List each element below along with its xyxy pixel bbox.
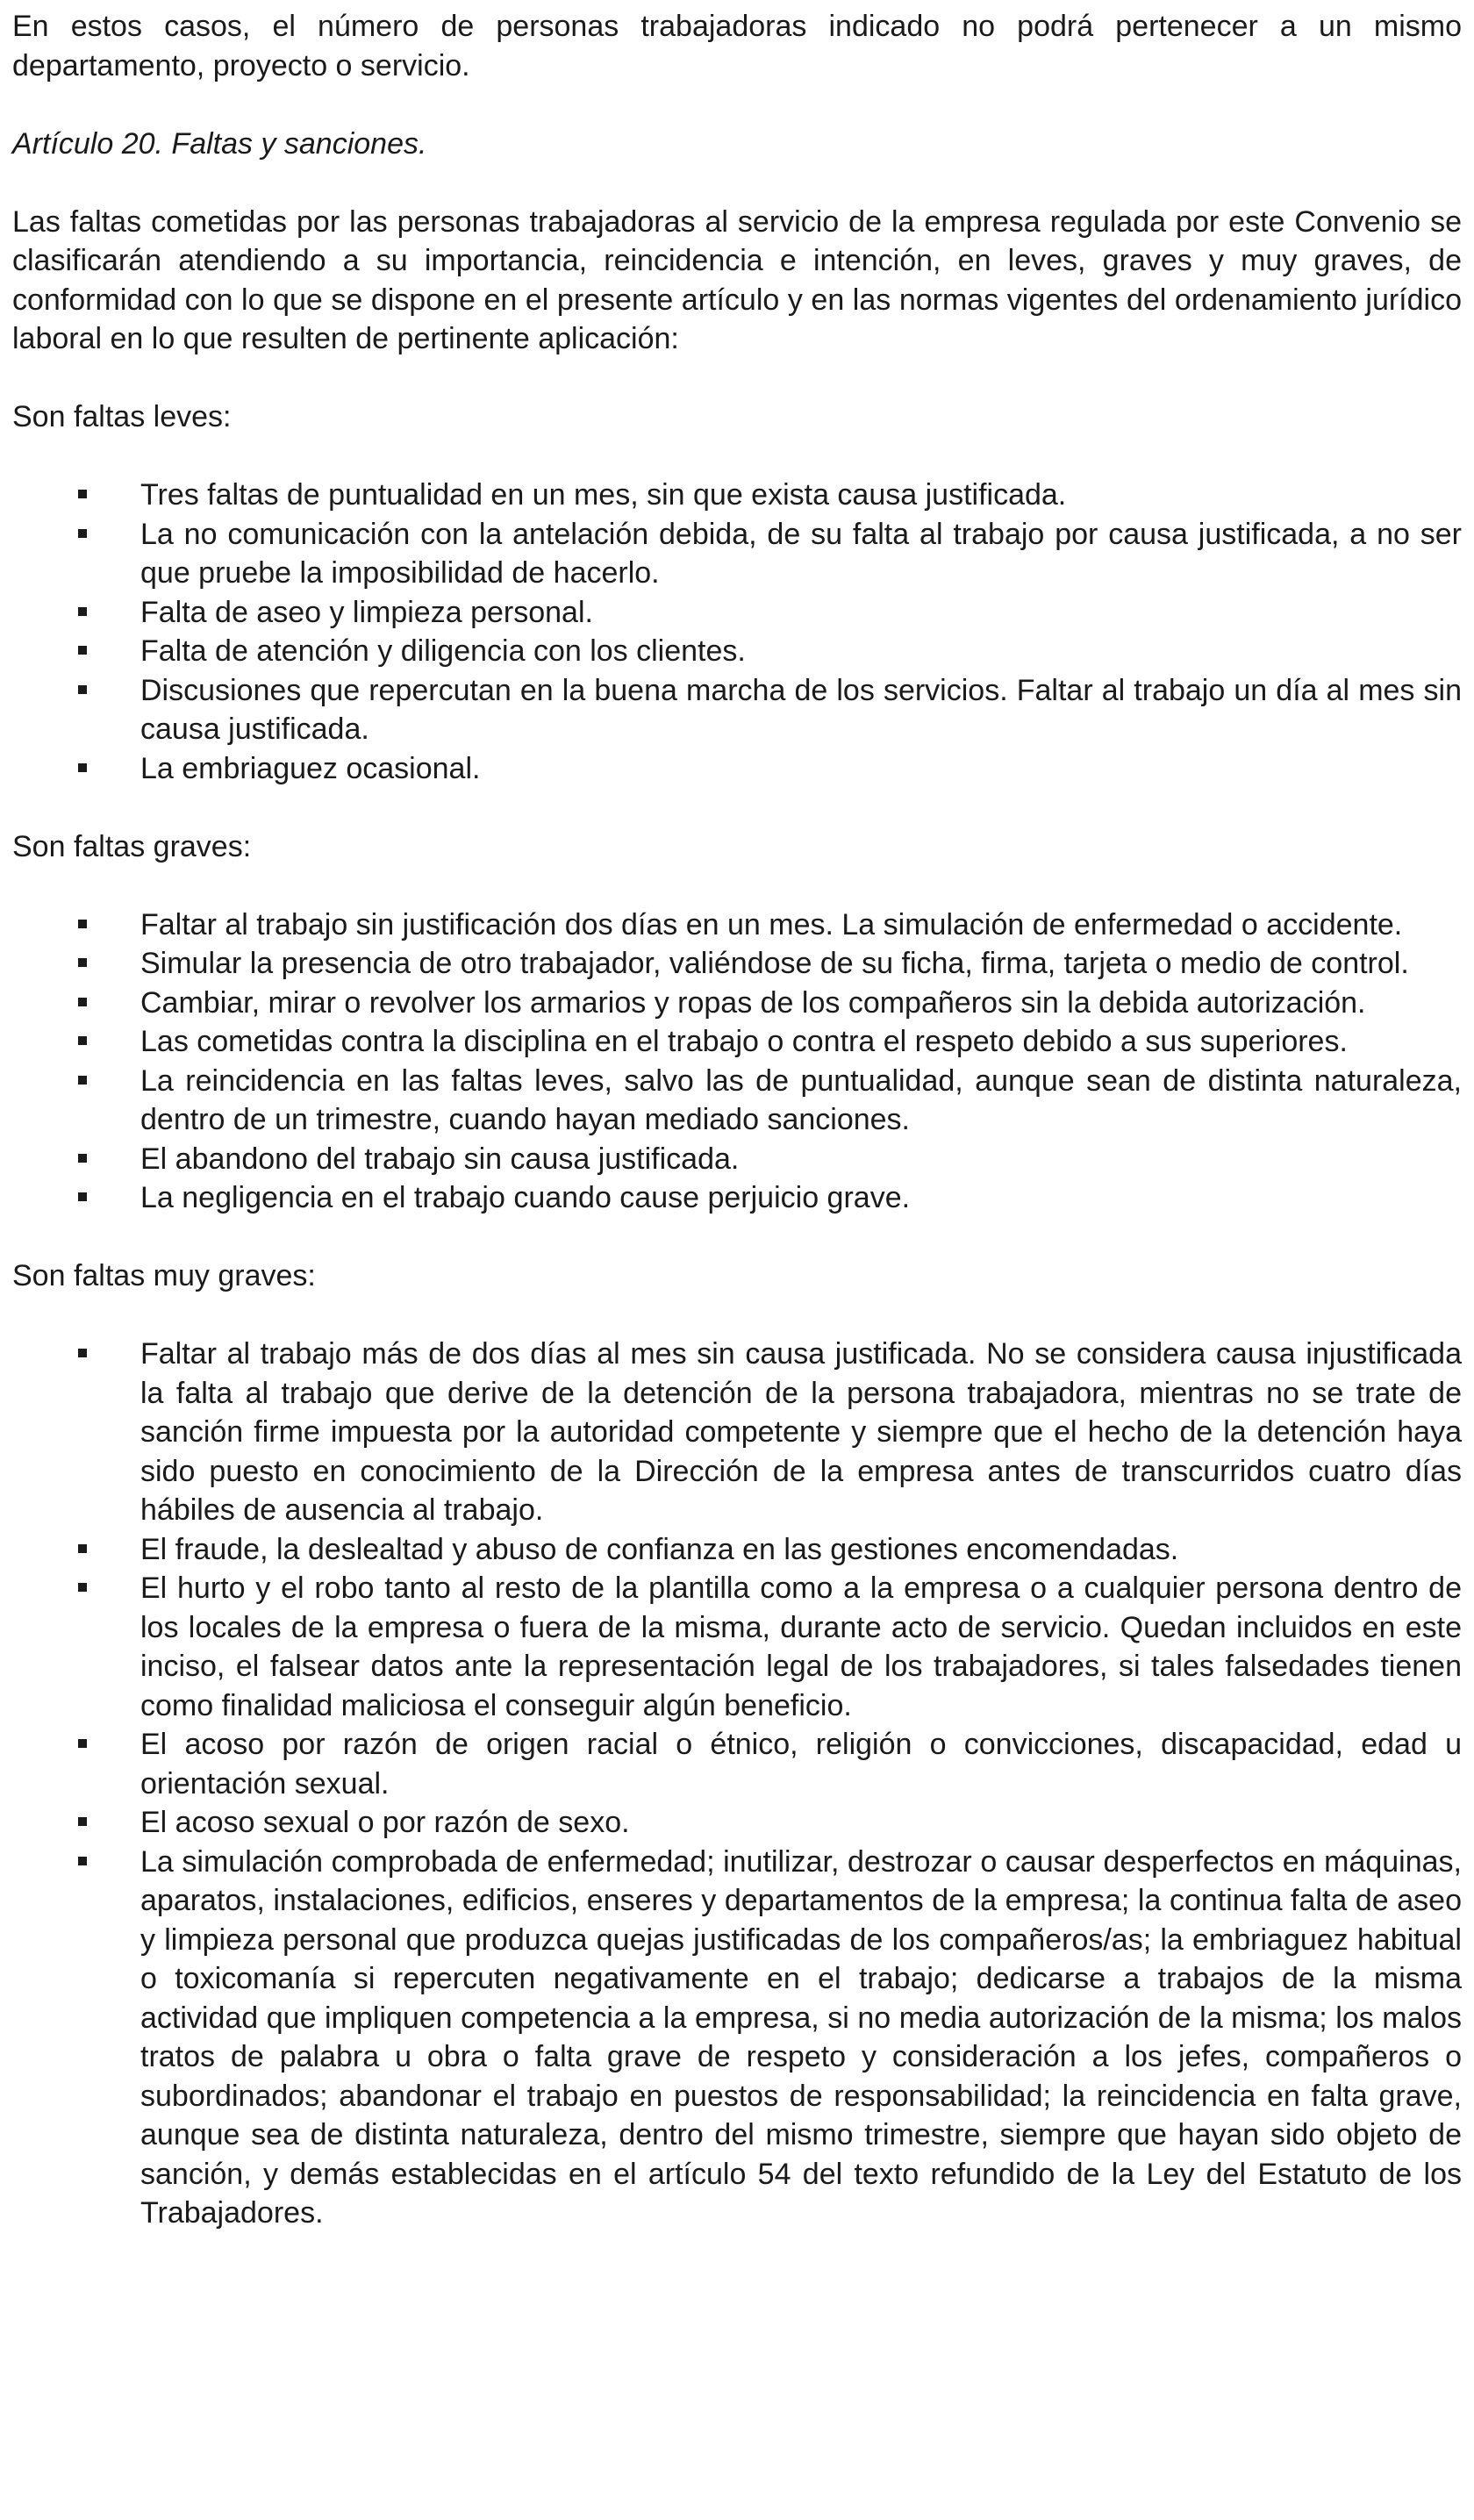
- list-item: El fraude, la deslealtad y abuso de confianza en las gestiones encomendadas.: [12, 1530, 1462, 1570]
- list-faltas-leves: [12, 476, 1462, 788]
- list-item: Falta de aseo y limpieza personal.: [12, 593, 1462, 633]
- list-item: Cambiar, mirar o revolver los armarios y ropas de los compañeros sin la debida autorización.: [12, 984, 1462, 1023]
- list-item: La reincidencia en las faltas leves, salvo las de puntualidad, aunque sean de distinta naturaleza, dentro de un trimestre, cuando hayan mediado sanciones.: [12, 1062, 1462, 1140]
- list-item: Faltar al trabajo sin justificación dos días en un mes. La simulación de enfermedad o accidente.: [12, 906, 1462, 945]
- section-title-graves: Son faltas graves:: [12, 829, 252, 863]
- article-paragraph: Las faltas cometidas por las personas trabajadoras al servicio de la empresa regulada por este Convenio se clasificarán atendiendo a su importancia, reincidencia e intención, en leves, graves y muy graves, de conformidad con lo que se dispone en el presente artículo y en las normas vigentes del ordenamiento jurídico laboral en lo que resulten de pertinente aplicación:: [12, 204, 1462, 355]
- list-item: Discusiones que repercutan en la buena marcha de los servicios. Faltar al trabajo un día al mes sin causa justificada.: [12, 671, 1462, 749]
- document-page: [12, 7, 1462, 2233]
- list-faltas-graves: [12, 906, 1462, 1218]
- list-item: La simulación comprobada de enfermedad; inutilizar, destrozar o causar desperfectos en máquinas, aparatos, instalaciones, edificios, enseres y departamentos de la empresa; la continua falta de aseo y limpieza personal que produzca quejas justificadas de los compañeros/as; la embriaguez habitual o toxicomanía si repercuten negativamente en el trabajo; dedicarse a trabajos de la misma actividad que impliquen competencia a la empresa, si no media autorización de la misma; los malos tratos de palabra u obra o falta grave de respeto y consideración a los jefes, compañeros o subordinados; abandonar el trabajo en puestos de responsabilidad; la reincidencia en falta grave, aunque sea de distinta naturaleza, dentro del mismo trimestre, siempre que hayan sido objeto de sanción, y demás establecidas en el artículo 54 del texto refundido de la Ley del Estatuto de los Trabajadores.: [12, 1843, 1462, 2233]
- section-title-leves: Son faltas leves:: [12, 400, 232, 433]
- list-item: Las cometidas contra la disciplina en el trabajo o contra el respeto debido a sus superiores.: [12, 1022, 1462, 1062]
- list-item: Falta de atención y diligencia con los clientes.: [12, 632, 1462, 671]
- list-item: Faltar al trabajo más de dos días al mes sin causa justificada. No se considera causa injustificada la falta al trabajo que derive de la detención de la persona trabajadora, mientras no se trate de sanción firme impuesta por la autoridad competente y siempre que el hecho de la detención haya sido puesto en conocimiento de la Dirección de la empresa antes de transcurridos cuatro días hábiles de ausencia al trabajo.: [12, 1335, 1462, 1530]
- list-item: El acoso sexual o por razón de sexo.: [12, 1803, 1462, 1843]
- list-faltas-muy-graves: [12, 1335, 1462, 2233]
- list-item: Tres faltas de puntualidad en un mes, sin que exista causa justificada.: [12, 476, 1462, 515]
- intro-paragraph: En estos casos, el número de personas trabajadoras indicado no podrá pertenecer a un mismo departamento, proyecto o servicio.: [12, 10, 1462, 82]
- list-item: El abandono del trabajo sin causa justificada.: [12, 1140, 1462, 1179]
- article-heading: Artículo 20. Faltas y sanciones.: [12, 126, 427, 161]
- list-item: Simular la presencia de otro trabajador, valiéndose de su ficha, firma, tarjeta o medio de control.: [12, 944, 1462, 984]
- list-item: El acoso por razón de origen racial o étnico, religión o convicciones, discapacidad, edad u orientación sexual.: [12, 1725, 1462, 1803]
- list-item: El hurto y el robo tanto al resto de la plantilla como a la empresa o a cualquier persona dentro de los locales de la empresa o fuera de la misma, durante acto de servicio. Quedan incluidos en este inciso, el falsear datos ante la representación legal de los trabajadores, si tales falsedades tienen como finalidad maliciosa el conseguir algún beneficio.: [12, 1569, 1462, 1725]
- list-item: La negligencia en el trabajo cuando cause perjuicio grave.: [12, 1178, 1462, 1218]
- list-item: La no comunicación con la antelación debida, de su falta al trabajo por causa justificada, a no ser que pruebe la imposibilidad de hacerlo.: [12, 515, 1462, 593]
- section-title-muy-graves: Son faltas muy graves:: [12, 1259, 316, 1292]
- list-item: La embriaguez ocasional.: [12, 749, 1462, 789]
